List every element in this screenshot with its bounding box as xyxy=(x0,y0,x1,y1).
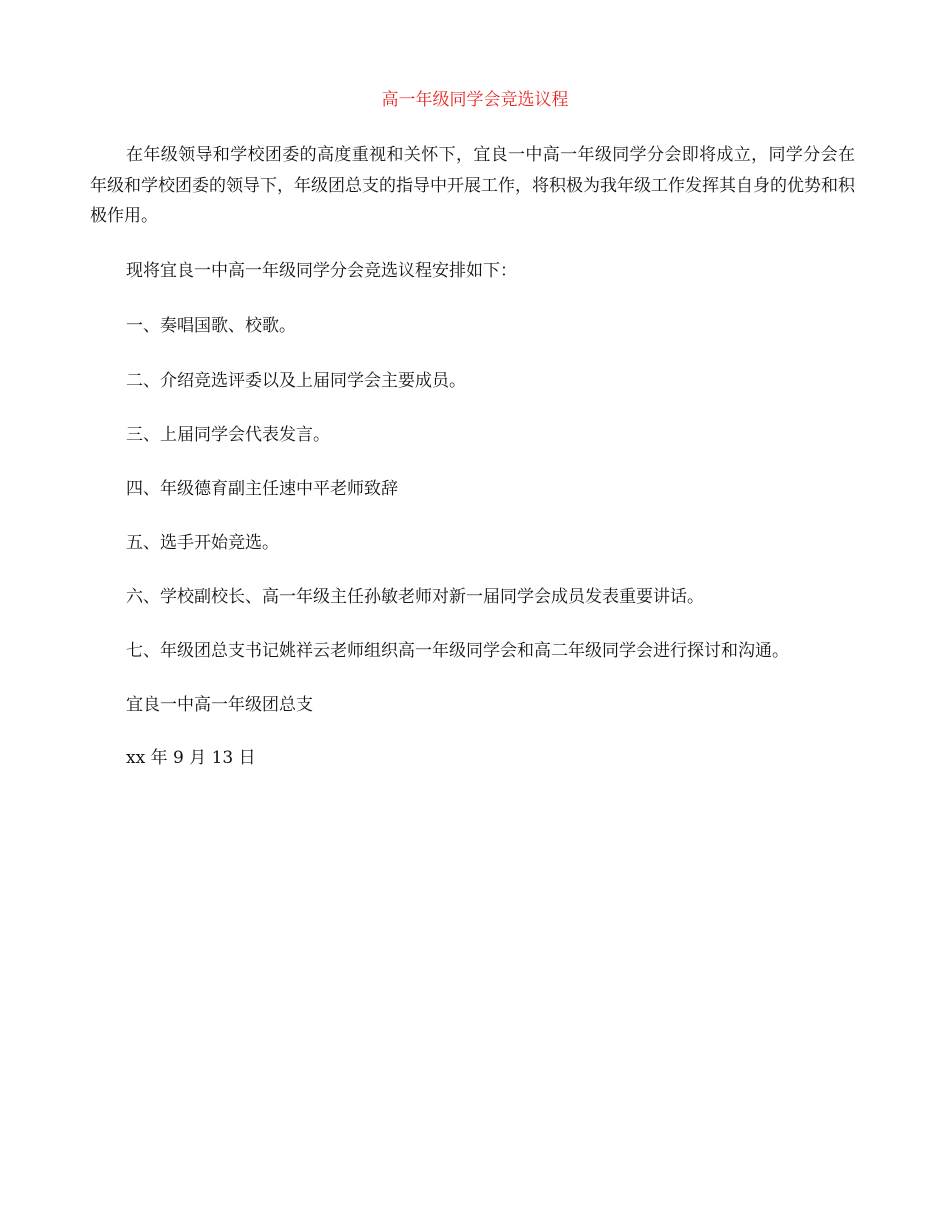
agenda-item-1: 一、奏唱国歌、校歌。 xyxy=(126,316,296,336)
agenda-item-5: 五、选手开始竞选。 xyxy=(126,533,279,553)
intro-paragraph: 在年级领导和学校团委的高度重视和关怀下，宜良一中高一年级同学分会即将成立，同学分会在年级和学校团委的领导下，年级团总支的指导中开展工作，将积极为我年级工作发挥其自身的优势和积极作用。 xyxy=(90,145,855,226)
agenda-item-4: 四、年级德育副主任速中平老师致辞 xyxy=(126,479,398,499)
agenda-item-6: 六、学校副校长、高一年级主任孙敏老师对新一届同学会成员发表重要讲话。 xyxy=(126,587,704,607)
agenda-lead: 现将宜良一中高一年级同学分会竞选议程安排如下： xyxy=(126,261,517,281)
document-title: 高一年级同学会竞选议程 xyxy=(381,90,569,110)
agenda-item-2: 二、介绍竞选评委以及上届同学会主要成员。 xyxy=(126,371,466,391)
agenda-item-7: 七、年级团总支书记姚祥云老师组织高一年级同学会和高二年级同学会进行探讨和沟通。 xyxy=(126,641,789,661)
signature: 宜良一中高一年级团总支 xyxy=(126,695,313,715)
document-date: xx 年 9 月 13 日 xyxy=(126,748,256,768)
agenda-item-3: 三、上届同学会代表发言。 xyxy=(126,425,330,445)
